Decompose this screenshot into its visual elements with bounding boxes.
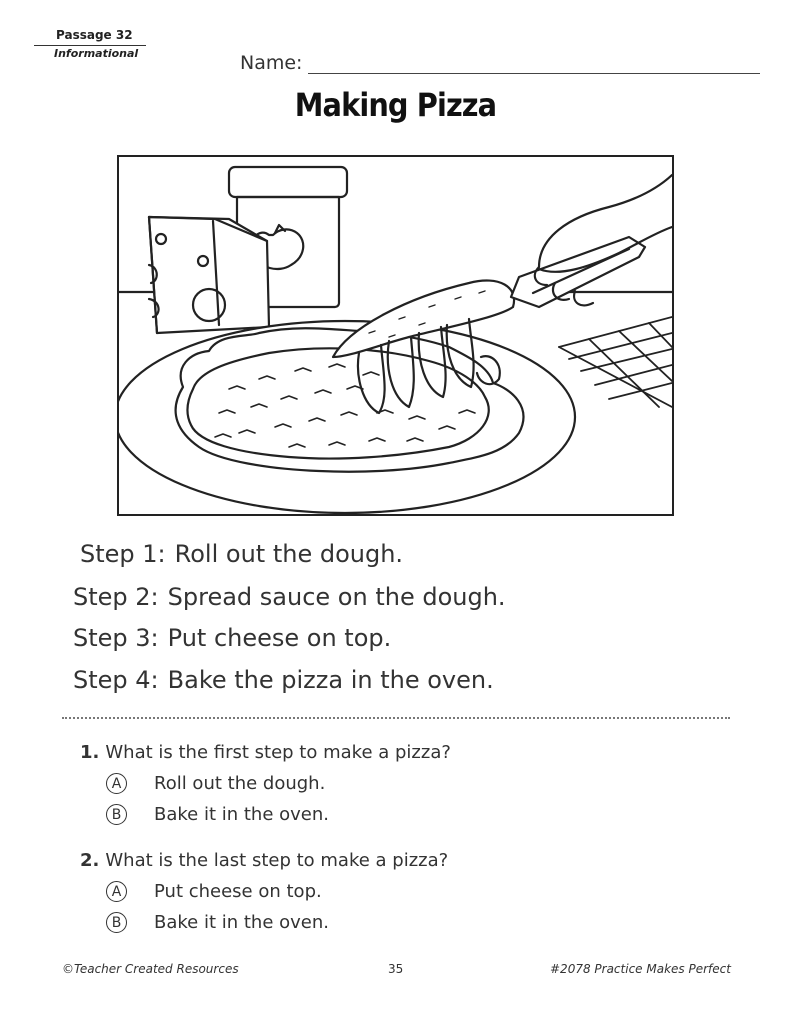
option-text: Put cheese on top.	[154, 881, 322, 902]
step-3	[73, 624, 391, 652]
step-text: Bake the pizza in the oven.	[167, 666, 494, 694]
answer-bubble[interactable]: A	[106, 881, 127, 902]
question-number: 1.	[80, 742, 100, 763]
step-text: Put cheese on top.	[167, 624, 392, 652]
question-1-option-a[interactable]	[106, 773, 325, 794]
pizza-cheese-pull-illustration	[119, 157, 672, 514]
step-label: Step 3:	[73, 624, 159, 652]
step-4	[73, 666, 494, 694]
question-1	[80, 742, 451, 763]
page-title: Making Pizza	[294, 86, 497, 124]
step-label: Step 1:	[80, 540, 166, 568]
passage-type: Informational	[54, 47, 139, 60]
answer-bubble[interactable]: A	[106, 773, 127, 794]
answer-bubble[interactable]: B	[106, 912, 127, 933]
step-2	[73, 583, 506, 611]
name-field	[240, 52, 760, 74]
footer-publisher: ©Teacher Created Resources	[62, 962, 239, 976]
question-text: What is the first step to make a pizza?	[105, 742, 451, 763]
passage-tag	[34, 28, 146, 60]
step-text: Roll out the dough.	[174, 540, 404, 568]
step-text: Spread sauce on the dough.	[167, 583, 506, 611]
question-1-option-b[interactable]	[106, 804, 329, 825]
passage-number: Passage 32	[34, 28, 146, 46]
step-label: Step 2:	[73, 583, 159, 611]
name-line[interactable]	[308, 55, 760, 74]
answer-bubble[interactable]: B	[106, 804, 127, 825]
question-text: What is the last step to make a pizza?	[105, 850, 449, 871]
option-text: Bake it in the oven.	[154, 804, 329, 825]
question-2-option-a[interactable]	[106, 881, 322, 902]
question-number: 2.	[80, 850, 100, 871]
footer-page-number: 35	[388, 962, 404, 976]
question-2	[80, 850, 448, 871]
question-2-option-b[interactable]	[106, 912, 329, 933]
pizza-illustration	[117, 155, 674, 516]
name-label: Name:	[240, 52, 303, 74]
footer-book: #2078 Practice Makes Perfect	[550, 962, 731, 976]
option-text: Roll out the dough.	[154, 773, 326, 794]
step-1	[80, 540, 403, 568]
section-divider	[62, 717, 730, 719]
step-label: Step 4:	[73, 666, 159, 694]
option-text: Bake it in the oven.	[154, 912, 329, 933]
